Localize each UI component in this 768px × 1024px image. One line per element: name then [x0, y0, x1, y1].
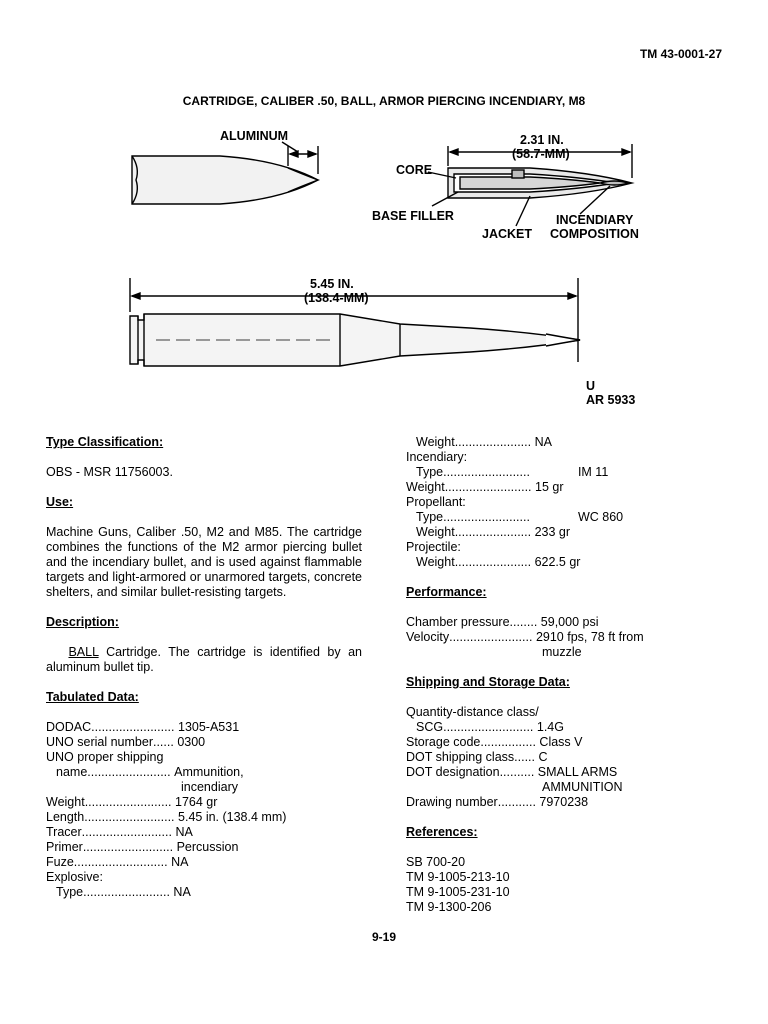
row-propellant: Propellant: [406, 495, 466, 509]
description-body: Cartridge. The cartridge is identified by an aluminum bullet tip. [46, 645, 363, 674]
row-dot-designation: DOT designation .......... SMALL ARMS [406, 765, 618, 779]
row-propellant-type: Type ......................... WC 860 [416, 510, 624, 524]
references-heading: References: [406, 825, 478, 839]
tab-row-name-cont: incendiary [181, 780, 238, 794]
row-explosive-weight: Weight ...................... NA [416, 435, 552, 449]
tab-row-explosive: Explosive: [46, 870, 103, 884]
row-dot-shipping-class: DOT shipping class ...... C [406, 750, 548, 764]
row-velocity-cont: muzzle [542, 645, 582, 659]
shipping-storage-heading: Shipping and Storage Data: [406, 675, 570, 689]
row-velocity: Velocity ........................ 2910 fps, 78 ft from [406, 630, 644, 644]
reference-item: SB 700-20 [406, 855, 466, 869]
row-projectile-weight: Weight ...................... 622.5 gr [416, 555, 581, 569]
tab-row-fuze: Fuze ........................... NA [46, 855, 189, 869]
reference-item: TM 9-1005-213-10 [406, 870, 510, 884]
row-propellant-weight: Weight ...................... 233 gr [416, 525, 571, 539]
row-scg: SCG .......................... 1.4G [416, 720, 564, 734]
label-composition: COMPOSITION [550, 227, 639, 241]
label-cartridge-length-mm: (138.4-MM) [304, 291, 369, 305]
figure-code-u: U [586, 379, 596, 393]
document-number: TM 43-0001-27 [639, 47, 722, 61]
row-incendiary-type: Type ......................... IM 11 [416, 465, 609, 479]
row-chamber-pressure: Chamber pressure ........ 59,000 psi [406, 615, 599, 629]
label-bullet-length-mm: (58.7-MM) [512, 147, 570, 161]
label-jacket: JACKET [482, 227, 533, 241]
figure-code-ar: AR 5933 [586, 393, 636, 407]
description-ball: BALL [68, 645, 99, 659]
type-classification-heading: Type Classification: [46, 435, 164, 449]
reference-item: TM 9-1300-206 [406, 900, 492, 914]
use-text: Machine Guns, Caliber .50, M2 and M85. The cartridge combines the functions of the M2 armor piercing bullet and the incendiary bullet, and is used against flammable targets and light-armored or unarmored targets, concrete shelters, and similar bullet-resisting targets. [46, 525, 362, 599]
tab-row-uno-serial: UNO serial number ...... 0300 [46, 735, 206, 749]
cartridge-diagram [110, 116, 658, 416]
tab-row-weight: Weight ......................... 1764 gr [46, 795, 218, 809]
reference-item: TM 9-1005-231-10 [406, 885, 510, 899]
tab-row-length: Length .......................... 5.45 in. (138.4 mm) [46, 810, 287, 824]
tab-row-uno-shipping: UNO proper shipping [46, 750, 164, 764]
performance-heading: Performance: [406, 585, 487, 599]
row-storage-code: Storage code ................ Class V [406, 735, 583, 749]
row-projectile: Projectile: [406, 540, 461, 554]
row-dot-designation-cont: AMMUNITION [542, 780, 623, 794]
left-column [46, 435, 362, 900]
page-number: 9-19 [371, 930, 397, 944]
row-incendiary: Incendiary: [406, 450, 468, 464]
description-text [46, 645, 362, 675]
label-incendiary: INCENDIARY [556, 213, 634, 227]
tab-row-dodac: DODAC ........................ 1305-A531 [46, 720, 240, 734]
tab-row-name: name ........................ Ammunition, [56, 765, 244, 779]
row-drawing-number: Drawing number ........... 7970238 [406, 795, 589, 809]
tab-row-primer: Primer .......................... Percussion [46, 840, 239, 854]
page-title: CARTRIDGE, CALIBER .50, BALL, ARMOR PIERCING INCENDIARY, M8 [182, 94, 586, 108]
label-bullet-length-in: 2.31 IN. [520, 133, 564, 147]
tabulated-data-heading: Tabulated Data: [46, 690, 139, 704]
label-base-filler: BASE FILLER [372, 209, 454, 223]
label-aluminum: ALUMINUM [220, 129, 289, 143]
description-heading: Description: [46, 615, 119, 629]
right-column [406, 435, 736, 915]
label-cartridge-length-in: 5.45 IN. [310, 277, 354, 291]
use-heading: Use: [46, 495, 74, 509]
row-incendiary-weight: Weight ......................... 15 gr [406, 480, 564, 494]
tab-row-tracer: Tracer .......................... NA [46, 825, 193, 839]
row-quantity-distance: Quantity-distance class/ [406, 705, 539, 719]
tab-row-explosive-type: Type ......................... NA [56, 885, 191, 899]
type-classification-text: OBS - MSR 11756003. [46, 465, 173, 479]
label-core: CORE [396, 163, 433, 177]
